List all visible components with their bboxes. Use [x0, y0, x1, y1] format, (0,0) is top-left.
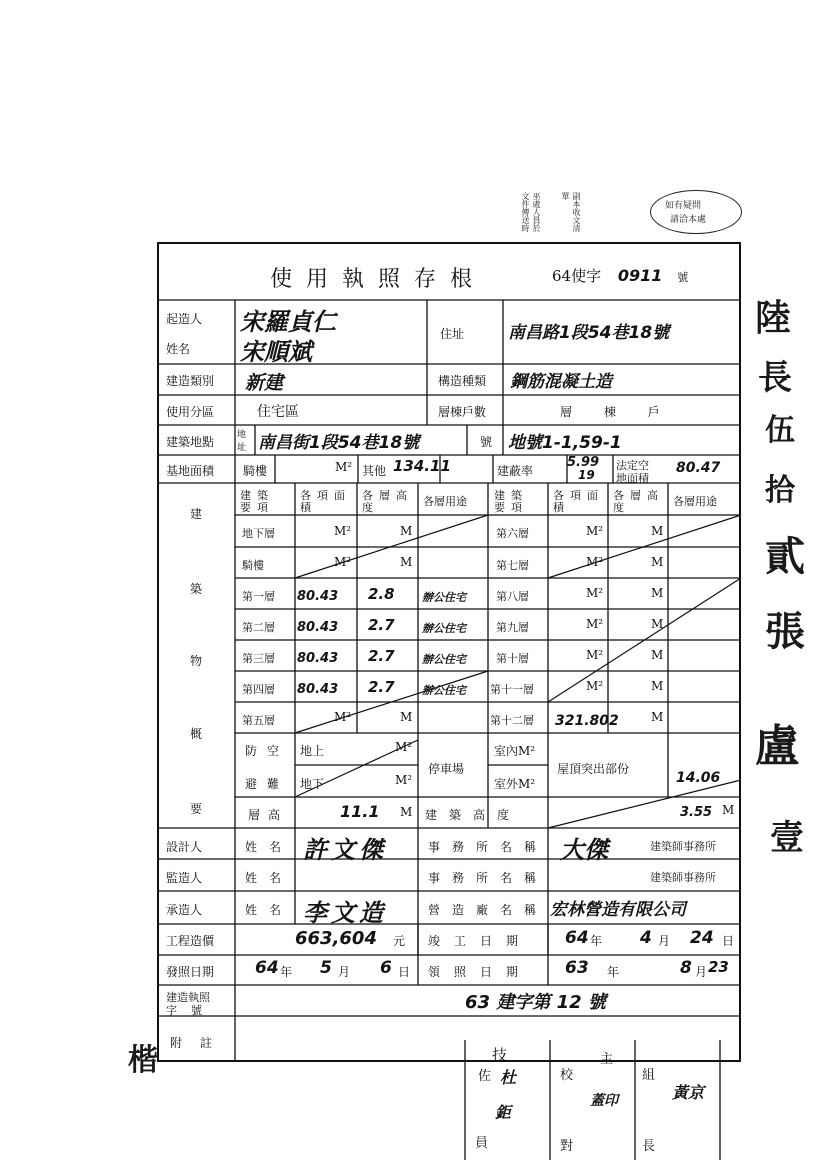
floors-label: 層棟戶數 [438, 405, 487, 419]
left-floor-name-3: 第二層 [242, 621, 275, 634]
stamp-line-3: 如有疑問 [665, 201, 702, 211]
build-type-value: 新建 [245, 372, 284, 394]
unit-m-r6: M [651, 710, 664, 724]
unit-m-l1: M [400, 555, 413, 569]
stamp-line-4: 請洽本處 [670, 215, 707, 225]
receive-month-unit: 月 [695, 965, 708, 979]
completion-month-unit: 月 [658, 934, 671, 948]
issue-month-unit: 月 [338, 965, 351, 979]
supervisor-office-label: 事務所名稱 [428, 871, 549, 885]
lot-label: 號 [480, 435, 493, 449]
shelter-label-1: 防空 [245, 744, 290, 758]
parking-label: 停車場 [428, 762, 465, 776]
zone-value: 住宅區 [257, 404, 299, 420]
cost-value: 663,604 [295, 928, 377, 949]
completion-month: 4 [640, 928, 652, 948]
unit-m2-r3: M² [586, 617, 604, 631]
legal-value: 80.47 [676, 460, 721, 476]
permit-number-label: 64使字 [552, 267, 602, 285]
supervisor-name-label: 姓名 [245, 871, 294, 885]
contractor-firm: 宏林營造有限公司 [550, 900, 686, 920]
building-height-unit: M [722, 803, 735, 817]
unit-m2-l1: M² [334, 555, 352, 569]
completion-year-unit: 年 [590, 934, 603, 948]
header-height-left: 各層高度 [362, 489, 413, 514]
building-section-char-3: 物 [190, 654, 203, 668]
floor-height-value: 11.1 [340, 802, 380, 821]
coverage-value: 5.99 [567, 455, 600, 470]
right-mark-6: 張 [765, 608, 805, 655]
form-title: 使用執照存根 [270, 267, 487, 292]
header-item-right: 建築要項 [494, 489, 528, 514]
site-sub-label: 地址 [237, 430, 247, 453]
designer-label: 設計人 [166, 840, 203, 854]
floor-3-use: 辦公住宅 [422, 653, 466, 666]
floor-2-height: 2.7 [368, 616, 395, 634]
floor-4-area: 80.43 [297, 682, 339, 697]
other-value: 134.11 [393, 457, 451, 475]
floor-2-area: 80.43 [297, 620, 339, 635]
issue-day: 6 [380, 958, 392, 978]
area-label: 基地面積 [166, 464, 215, 478]
construction-permit-label-1: 建造執照 [166, 991, 210, 1004]
floor-3-height: 2.7 [368, 647, 395, 665]
left-floor-name-6: 第五層 [242, 714, 275, 727]
unit-m-r4: M [651, 648, 664, 662]
right-floor-name-2: 第八層 [496, 590, 529, 603]
left-floor-name-4: 第三層 [242, 652, 275, 665]
right-mark-1: 陸 [755, 297, 792, 339]
receive-year-unit: 年 [607, 965, 620, 979]
permit-number: 0911 [617, 266, 663, 285]
shelter-above-unit: M² [395, 740, 413, 754]
lot-value: 地號1-1,59-1 [508, 433, 622, 453]
builder-name-1: 宋羅貞仁 [240, 308, 336, 336]
right-mark-5: 貳 [765, 533, 805, 580]
construction-permit-label-2: 字號 [166, 1004, 216, 1017]
floor-4-height: 2.7 [368, 678, 395, 696]
issue-label: 發照日期 [166, 965, 215, 979]
receive-year: 63 [565, 958, 589, 978]
designer-name: 許文傑 [303, 836, 387, 864]
unit-m2-r0: M² [586, 524, 604, 538]
right-mark-8: 壹 [770, 818, 804, 858]
approval-col4: 組 [642, 1068, 656, 1083]
receive-day: 23 [708, 958, 729, 976]
remarks-label: 附註 [170, 1036, 231, 1050]
right-floor-name-6: 第十二層 [490, 714, 534, 727]
legal-label-1: 法定空 [616, 459, 649, 472]
floor-height-unit: M [400, 805, 413, 819]
floor-1-area: 80.43 [297, 589, 339, 604]
cost-unit: 元 [393, 934, 406, 948]
approval-col2-end: 對 [560, 1139, 574, 1154]
stamp-line-2: 副本收文清單 [561, 192, 581, 232]
permit-number-block [552, 265, 688, 286]
left-floor-name-5: 第四層 [242, 683, 275, 696]
right-floor-name-3: 第九層 [496, 621, 529, 634]
approval-col1-signer: 杜 [500, 1068, 517, 1087]
right-mark-4: 拾 [765, 473, 795, 508]
floor-1-use: 辦公住宅 [422, 591, 466, 604]
floor-height-label: 層高 [248, 808, 289, 822]
supervisor-label: 監造人 [166, 871, 203, 885]
floor-3-area: 80.43 [297, 651, 339, 666]
right-floor-name-4: 第十層 [496, 652, 529, 665]
other-label: 其他 [362, 464, 387, 478]
floor-12-area: 321.802 [555, 713, 619, 729]
shelter-above: 地上 [300, 744, 325, 758]
parking-outdoor: 室外M² [494, 777, 536, 791]
building-section-char-2: 築 [190, 582, 203, 596]
receive-month: 8 [680, 958, 692, 978]
right-floor-name-0: 第六層 [496, 527, 529, 540]
builder-label-2: 姓名 [166, 342, 191, 356]
unit-m2-r5: M² [586, 679, 604, 693]
cost-label: 工程造價 [166, 934, 215, 948]
approval-col4-end: 長 [642, 1139, 656, 1154]
unit-m2-r2: M² [586, 586, 604, 600]
approval-col2: 校 [560, 1068, 574, 1083]
left-margin-mark: 楷 [128, 1043, 158, 1078]
roof-value: 14.06 [676, 770, 721, 786]
header-use-right: 各層用途 [673, 495, 717, 508]
floors-units: 層 棟 戶 [560, 405, 660, 419]
designer-office: 大傑 [560, 836, 608, 864]
designer-office-label: 事務所名稱 [428, 840, 549, 854]
floor-2-use: 辦公住宅 [422, 622, 466, 635]
unit-m-r1: M [651, 555, 664, 569]
arcade-label: 騎樓 [243, 464, 268, 478]
issue-day-unit: 日 [398, 965, 411, 979]
designer-name-label: 姓名 [245, 840, 294, 854]
address-label: 住址 [440, 327, 465, 341]
completion-year: 64 [565, 928, 589, 948]
permit-number-suffix: 號 [677, 271, 689, 284]
right-mark-3: 伍 [765, 413, 795, 448]
unit-m2-r1: M² [586, 555, 604, 569]
approval-col3-signer: 蓋印 [590, 1093, 618, 1109]
contractor-name: 李文造 [303, 899, 387, 927]
structure-value: 鋼筋混凝土造 [510, 372, 612, 392]
coverage-sub: 19 [578, 468, 595, 482]
header-area-left: 各項面積 [300, 489, 351, 514]
unit-m-r0: M [651, 524, 664, 538]
header-item-left: 建築要項 [240, 489, 274, 514]
contractor-firm-label: 營造廠名稱 [428, 903, 549, 917]
receive-label: 領照日期 [428, 965, 533, 979]
approval-col1-end: 員 [475, 1136, 489, 1151]
roof-label: 屋頂突出部份 [557, 762, 630, 776]
approval-col1-signer2: 鉅 [495, 1103, 512, 1122]
contractor-label: 承造人 [166, 903, 203, 917]
unit-m2-l0: M² [334, 524, 352, 538]
unit-m2-r4: M² [586, 648, 604, 662]
left-floor-name-2: 第一層 [242, 590, 275, 603]
approval-col4-signer: 黃京 [672, 1083, 705, 1102]
structure-label: 構造種類 [438, 374, 487, 388]
right-mark-7: 盧 [755, 721, 799, 772]
issue-month: 5 [320, 958, 332, 978]
site-label: 建築地點 [166, 435, 215, 449]
building-height-value: 3.55 [680, 805, 713, 820]
area-unit: M² [335, 460, 353, 474]
issue-year: 64 [255, 958, 279, 978]
floor-4-use: 辦公住宅 [422, 684, 466, 697]
builder-name-2: 宋順斌 [240, 338, 312, 366]
building-height-label: 建築高度 [425, 808, 522, 822]
unit-m-r3: M [651, 617, 664, 631]
shelter-label-2: 避難 [245, 777, 290, 791]
building-section-char-1: 建 [190, 507, 203, 521]
approval-col1: 技 [492, 1046, 508, 1064]
legal-label-2: 地面積 [616, 472, 649, 485]
unit-m-r2: M [651, 586, 664, 600]
zone-label: 使用分區 [166, 405, 215, 419]
builder-label-1: 起造人 [166, 312, 203, 326]
completion-label: 竣工日期 [428, 934, 533, 948]
designer-office-stamp: 建築師事務所 [650, 840, 716, 853]
supervisor-office-stamp: 建築師事務所 [650, 871, 716, 884]
construction-permit-value: 63 建字第 12 號 [465, 992, 606, 1013]
left-floor-name-1: 騎樓 [242, 559, 264, 572]
right-floor-name-5: 第十一層 [490, 683, 534, 696]
completion-day: 24 [690, 928, 714, 948]
site-address: 南昌街1段54巷18號 [258, 433, 420, 453]
unit-m-r5: M [651, 679, 664, 693]
right-mark-2: 長 [758, 358, 792, 398]
builder-address: 南昌路1段54巷18號 [508, 323, 670, 343]
header-use-left: 各層用途 [423, 495, 467, 508]
coverage-label: 建蔽率 [497, 464, 534, 478]
shelter-below-unit: M² [395, 773, 413, 787]
floor-1-height: 2.8 [368, 585, 395, 603]
stamp-line-1: 巫處人員於文件傳送時 [521, 192, 541, 232]
build-type-label: 建造類別 [166, 374, 215, 388]
building-section-char-5: 要 [190, 802, 203, 816]
approval-col3: 主 [600, 1052, 614, 1067]
unit-m2-l6: M² [334, 710, 352, 724]
contractor-name-label: 姓名 [245, 903, 294, 917]
right-floor-name-1: 第七層 [496, 559, 529, 572]
left-floor-name-0: 地下層 [242, 527, 275, 540]
header-height-right: 各層高度 [613, 489, 664, 514]
completion-day-unit: 日 [722, 934, 735, 948]
issue-year-unit: 年 [280, 965, 293, 979]
building-section-char-4: 概 [190, 727, 203, 741]
unit-m-l0: M [400, 524, 413, 538]
shelter-below: 地下 [300, 777, 325, 791]
unit-m-l6: M [400, 710, 413, 724]
parking-indoor: 室內M² [494, 744, 536, 758]
approval-col1-b: 佐 [478, 1069, 492, 1084]
header-area-right: 各項面積 [553, 489, 604, 514]
